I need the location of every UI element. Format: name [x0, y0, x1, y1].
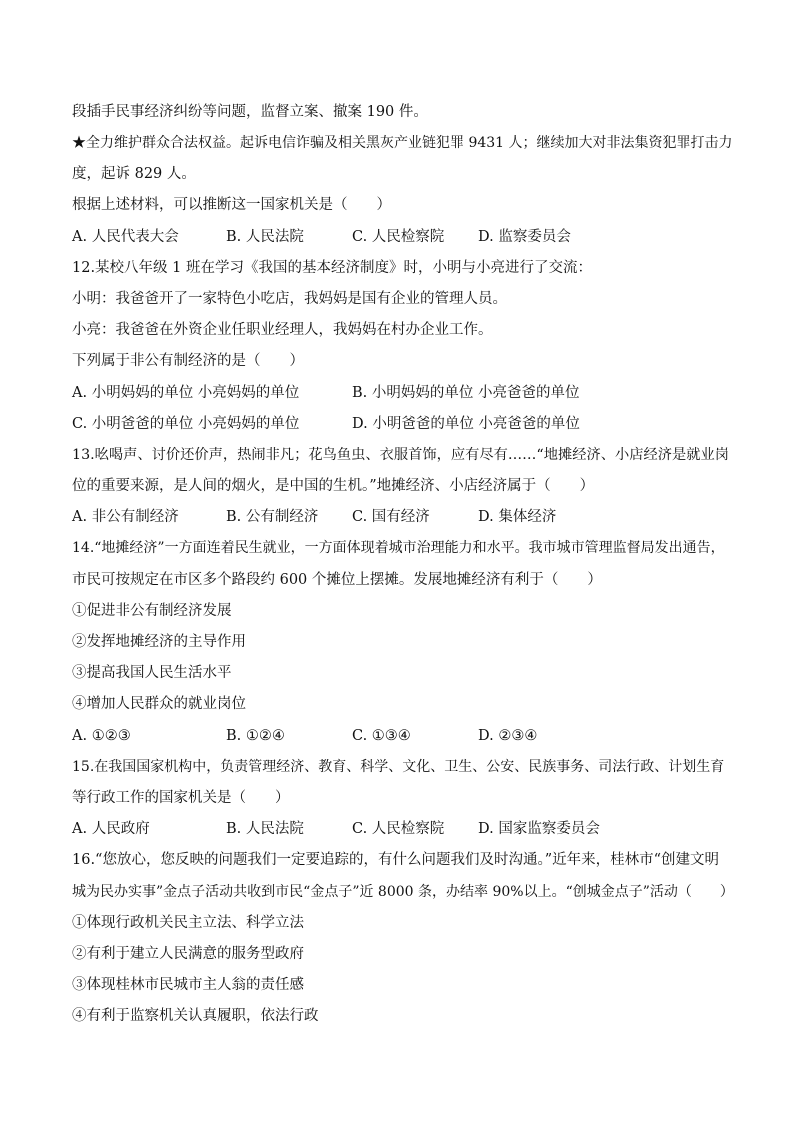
text-line: 市民可按规定在市区多个路段约 600 个摊位上摆摊。发展地摊经济有利于（ ） [72, 572, 602, 588]
option-d: D. 小明爸爸的单位 小亮爸爸的单位 [352, 416, 580, 432]
option-b: B. ①②④ [226, 728, 285, 744]
option-a: A. 人民政府 [72, 821, 150, 837]
option-c: C. 人民检察院 [352, 229, 445, 245]
option-b: B. 小明妈妈的单位 小亮爸爸的单位 [352, 385, 580, 401]
option-c: C. ①③④ [352, 728, 411, 744]
option-a: A. 非公有制经济 [72, 509, 179, 525]
option-c: C. 人民检察院 [352, 821, 445, 837]
option-d: D. 监察委员会 [478, 229, 571, 245]
question-12: 12.某校八年级 1 班在学习《我国的基本经济制度》时，小明与小亮进行了交流： [72, 260, 593, 276]
option-c: C. 小明爸爸的单位 小亮妈妈的单位 [72, 416, 300, 432]
text-line: 度，起诉 829 人。 [72, 166, 196, 182]
option-b: B. 人民法院 [226, 229, 304, 245]
option-d: D. 集体经济 [478, 509, 557, 525]
option-a: A. ①②③ [72, 728, 131, 744]
option-b: B. 公有制经济 [226, 509, 319, 525]
statement-item: ④增加人民群众的就业岗位 [72, 696, 246, 712]
statement-item: ②有利于建立人民满意的服务型政府 [72, 946, 304, 962]
option-d: D. 国家监察委员会 [478, 821, 600, 837]
question-15: 15.在我国国家机构中，负责管理经济、教育、科学、文化、卫生、公安、民族事务、司法行政、计划生育 [72, 759, 725, 775]
question-16: 16.“您放心，您反映的问题我们一定要追踪的，有什么问题我们及时沟通。”近年来，桂林市“创建文明 [72, 852, 720, 868]
text-line: 段插手民事经济纠纷等问题，监督立案、撤案 190 件。 [72, 104, 428, 120]
question-13: 13.吆喝声、讨价还价声，热闹非凡；花鸟鱼虫、衣服首饰，应有尽有……“地摊经济、小店经济是就业岗 [72, 447, 729, 463]
statement-item: ③体现桂林市民城市主人翁的责任感 [72, 977, 304, 993]
statement-item: ③提高我国人民生活水平 [72, 665, 232, 681]
question-14: 14.“地摊经济”一方面连着民生就业，一方面体现着城市治理能力和水平。我市城市管理监督局发出通告， [72, 540, 725, 556]
text-line: 位的重要来源，是人间的烟火，是中国的生机。”地摊经济、小店经济属于（ ） [72, 478, 595, 494]
text-line: 城为民办实事”金点子活动共收到市民“金点子”近 8000 条，办结率 90%以上。“创城金点子”活动（ ） [72, 884, 734, 900]
text-line: 等行政工作的国家机关是（ ） [72, 790, 290, 806]
question-stem: 下列属于非公有制经济的是（ ） [72, 353, 304, 369]
statement-item: ①促进非公有制经济发展 [72, 603, 232, 619]
text-line: ★全力维护群众合法权益。起诉电信诈骗及相关黑灰产业链犯罪 9431 人；继续加大对非法集资犯罪打击力 [72, 135, 733, 151]
option-a: A. 人民代表大会 [72, 229, 179, 245]
question-stem: 根据上述材料，可以推断这一国家机关是（ ） [72, 197, 391, 213]
option-c: C. 国有经济 [352, 509, 430, 525]
option-b: B. 人民法院 [226, 821, 304, 837]
statement-item: ①体现行政机关民主立法、科学立法 [72, 915, 304, 931]
text-line: 小明：我爸爸开了一家特色小吃店，我妈妈是国有企业的管理人员。 [72, 291, 507, 307]
statement-item: ②发挥地摊经济的主导作用 [72, 634, 246, 650]
statement-item: ④有利于监察机关认真履职，依法行政 [72, 1008, 319, 1024]
text-line: 小亮：我爸爸在外资企业任职业经理人，我妈妈在村办企业工作。 [72, 322, 493, 338]
option-a: A. 小明妈妈的单位 小亮妈妈的单位 [72, 385, 300, 401]
option-d: D. ②③④ [478, 728, 538, 744]
